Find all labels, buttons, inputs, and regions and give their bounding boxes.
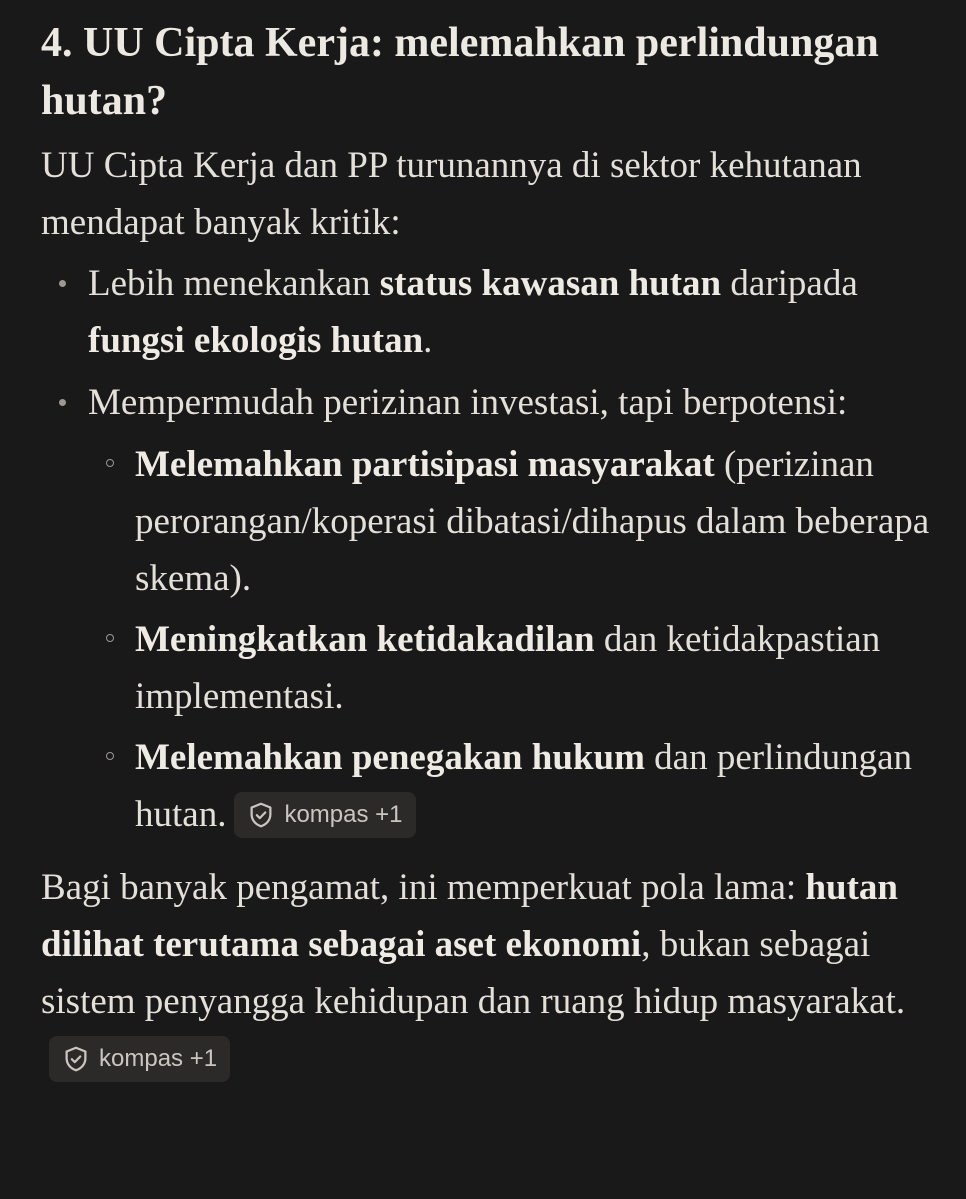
- bold-text: Melemahkan penegakan hukum: [135, 737, 645, 778]
- bullet-dot: [59, 280, 66, 287]
- bold-text: fungsi ekologis hutan: [88, 320, 424, 361]
- text-run: Mempermudah perizinan investasi, tapi berpotensi:: [88, 382, 848, 423]
- bullet-circle: [106, 634, 114, 642]
- bold-text: status kawasan hutan: [379, 263, 722, 304]
- criticism-list: [41, 255, 941, 843]
- text-run: (perizinan perorangan/koperasi dibatasi/dihapus dalam beberapa skema).: [135, 444, 930, 599]
- text-run: dan perlindungan hutan.: [135, 737, 913, 835]
- sub-list-item: [88, 611, 941, 725]
- citation-label: kompas +1: [284, 800, 403, 828]
- sub-list: [88, 436, 941, 843]
- list-item: [41, 255, 941, 369]
- bullet-circle: [106, 752, 114, 760]
- shield-check-icon: [246, 800, 276, 830]
- citation-chip[interactable]: [49, 1036, 230, 1082]
- answer-section: [41, 14, 941, 1087]
- text-run: .: [423, 320, 433, 361]
- citation-label: kompas +1: [99, 1044, 218, 1072]
- bullet-dot: [59, 399, 66, 406]
- citation-chip[interactable]: [234, 792, 415, 838]
- sub-list-item: [88, 436, 941, 607]
- intro-paragraph: UU Cipta Kerja dan PP turunannya di sektor kehutanan mendapat banyak kritik:: [41, 145, 862, 243]
- text-run: Bagi banyak pengamat, ini memperkuat pola lama:: [41, 867, 806, 908]
- shield-check-icon: [61, 1044, 91, 1074]
- text-run: Lebih menekankan: [88, 263, 380, 304]
- list-item: [41, 374, 941, 843]
- bullet-circle: [106, 459, 114, 467]
- bold-text: Meningkatkan ketidakadilan: [135, 619, 595, 660]
- bold-text: Melemahkan partisipasi masyarakat: [135, 444, 715, 485]
- bold-text: hutan dilihat terutama sebagai aset ekonomi: [41, 867, 898, 965]
- text-run: , bukan sebagai sistem penyangga kehidupan dan ruang hidup masyarakat.: [41, 924, 906, 1022]
- sub-list-item: [88, 729, 941, 843]
- closing-paragraph: [41, 859, 941, 1087]
- text-run: daripada: [721, 263, 858, 304]
- text-run: dan ketidakpastian implementasi.: [135, 619, 881, 717]
- section-heading: 4. UU Cipta Kerja: melemahkan perlindungan hutan?: [41, 20, 879, 124]
